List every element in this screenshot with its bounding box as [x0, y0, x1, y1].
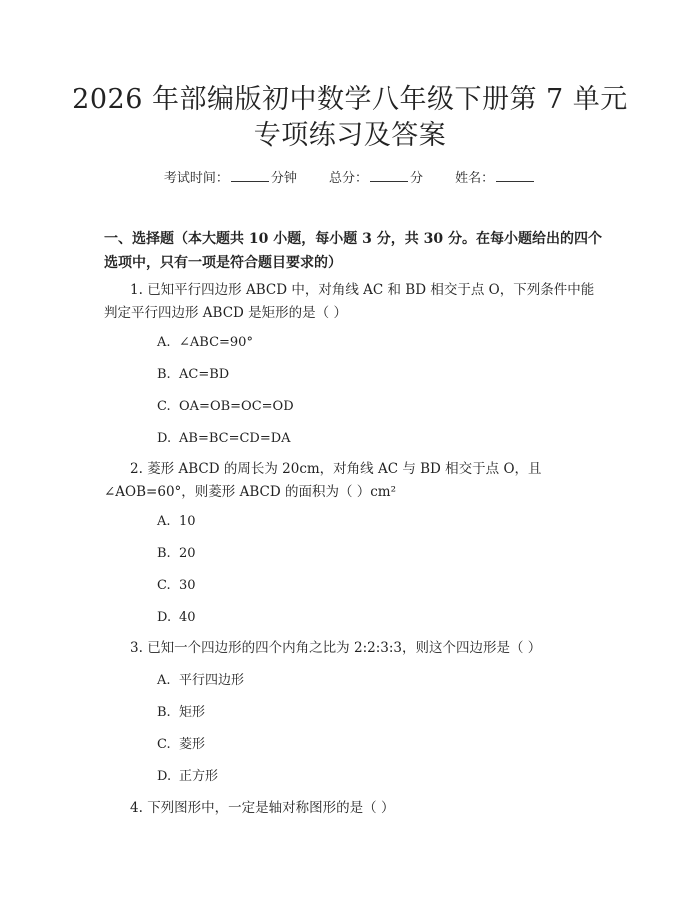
option-3c	[157, 735, 205, 755]
question-number: 1.	[130, 282, 143, 298]
option-text: 菱形	[179, 737, 206, 752]
time-field	[164, 171, 301, 186]
exam-meta	[0, 168, 700, 189]
option-1b	[157, 365, 229, 385]
option-letter: C.	[157, 399, 171, 414]
option-text: 20	[179, 546, 196, 561]
name-field	[455, 171, 536, 186]
page-title-line1: 2026 年部编版初中数学八年级下册第 7 单元	[72, 84, 628, 115]
option-text: 平行四边形	[179, 673, 245, 688]
name-label: 姓名：	[455, 171, 495, 186]
option-2a	[157, 512, 196, 532]
option-letter: C.	[157, 737, 171, 752]
option-letter: C.	[157, 578, 171, 593]
option-text: 40	[179, 610, 196, 625]
score-label: 总分：	[328, 171, 368, 186]
question-text: 已知平行四边形 ABCD 中，对角线 AC 和 BD 相交于点 O，下列条件中能判定平行四边形 ABCD 是矩形的是（ ）	[104, 282, 595, 321]
option-3a	[157, 671, 244, 691]
time-label: 考试时间：	[163, 171, 229, 186]
option-2c	[157, 576, 196, 596]
option-1d	[157, 429, 291, 449]
question-number: 4.	[130, 800, 143, 816]
option-text: 正方形	[179, 769, 219, 784]
question-1	[104, 279, 604, 325]
option-3d	[157, 767, 218, 787]
question-number: 2.	[130, 461, 143, 477]
option-letter: B.	[157, 367, 171, 382]
option-letter: D.	[157, 431, 172, 446]
question-2	[104, 458, 604, 504]
option-text: 10	[179, 514, 196, 529]
option-text: AB=BC=CD=DA	[179, 431, 291, 446]
option-text: OA=OB=OC=OD	[179, 399, 294, 414]
option-2d	[157, 608, 196, 628]
option-3b	[157, 703, 205, 723]
score-blank	[370, 168, 408, 182]
option-letter: B.	[157, 546, 171, 561]
option-text: ∠ABC=90°	[179, 335, 253, 350]
question-text: 已知一个四边形的四个内角之比为 2:2:3:3，则这个四边形是（ ）	[147, 640, 542, 656]
section-heading: 一、选择题（本大题共 10 小题，每小题 3 分，共 30 分。在每小题给出的四个选项中，只有一项是符合题目要求的）	[104, 231, 602, 271]
time-blank	[231, 168, 269, 182]
option-letter: A.	[157, 514, 171, 529]
time-unit: 分钟	[270, 171, 297, 186]
score-unit: 分	[410, 171, 424, 186]
question-4	[104, 797, 604, 820]
option-letter: B.	[157, 705, 171, 720]
option-2b	[157, 544, 196, 564]
question-text: 菱形 ABCD 的周长为 20cm，对角线 AC 与 BD 相交于点 O，且∠AOB=60°，则菱形 ABCD 的面积为（ ）cm²	[104, 461, 542, 500]
option-letter: A.	[157, 673, 171, 688]
option-text: 矩形	[179, 705, 206, 720]
option-text: 30	[179, 578, 196, 593]
option-text: AC=BD	[179, 367, 230, 382]
option-letter: D.	[157, 610, 172, 625]
option-1c	[157, 397, 294, 417]
question-number: 3.	[130, 640, 143, 656]
question-text: 下列图形中，一定是轴对称图形的是（ ）	[147, 800, 395, 816]
option-letter: D.	[157, 769, 172, 784]
option-1a	[157, 333, 253, 353]
page-title-line2: 专项练习及答案	[253, 120, 447, 151]
question-3	[104, 637, 604, 660]
option-letter: A.	[157, 335, 171, 350]
score-field	[329, 171, 427, 186]
name-blank	[496, 168, 534, 182]
